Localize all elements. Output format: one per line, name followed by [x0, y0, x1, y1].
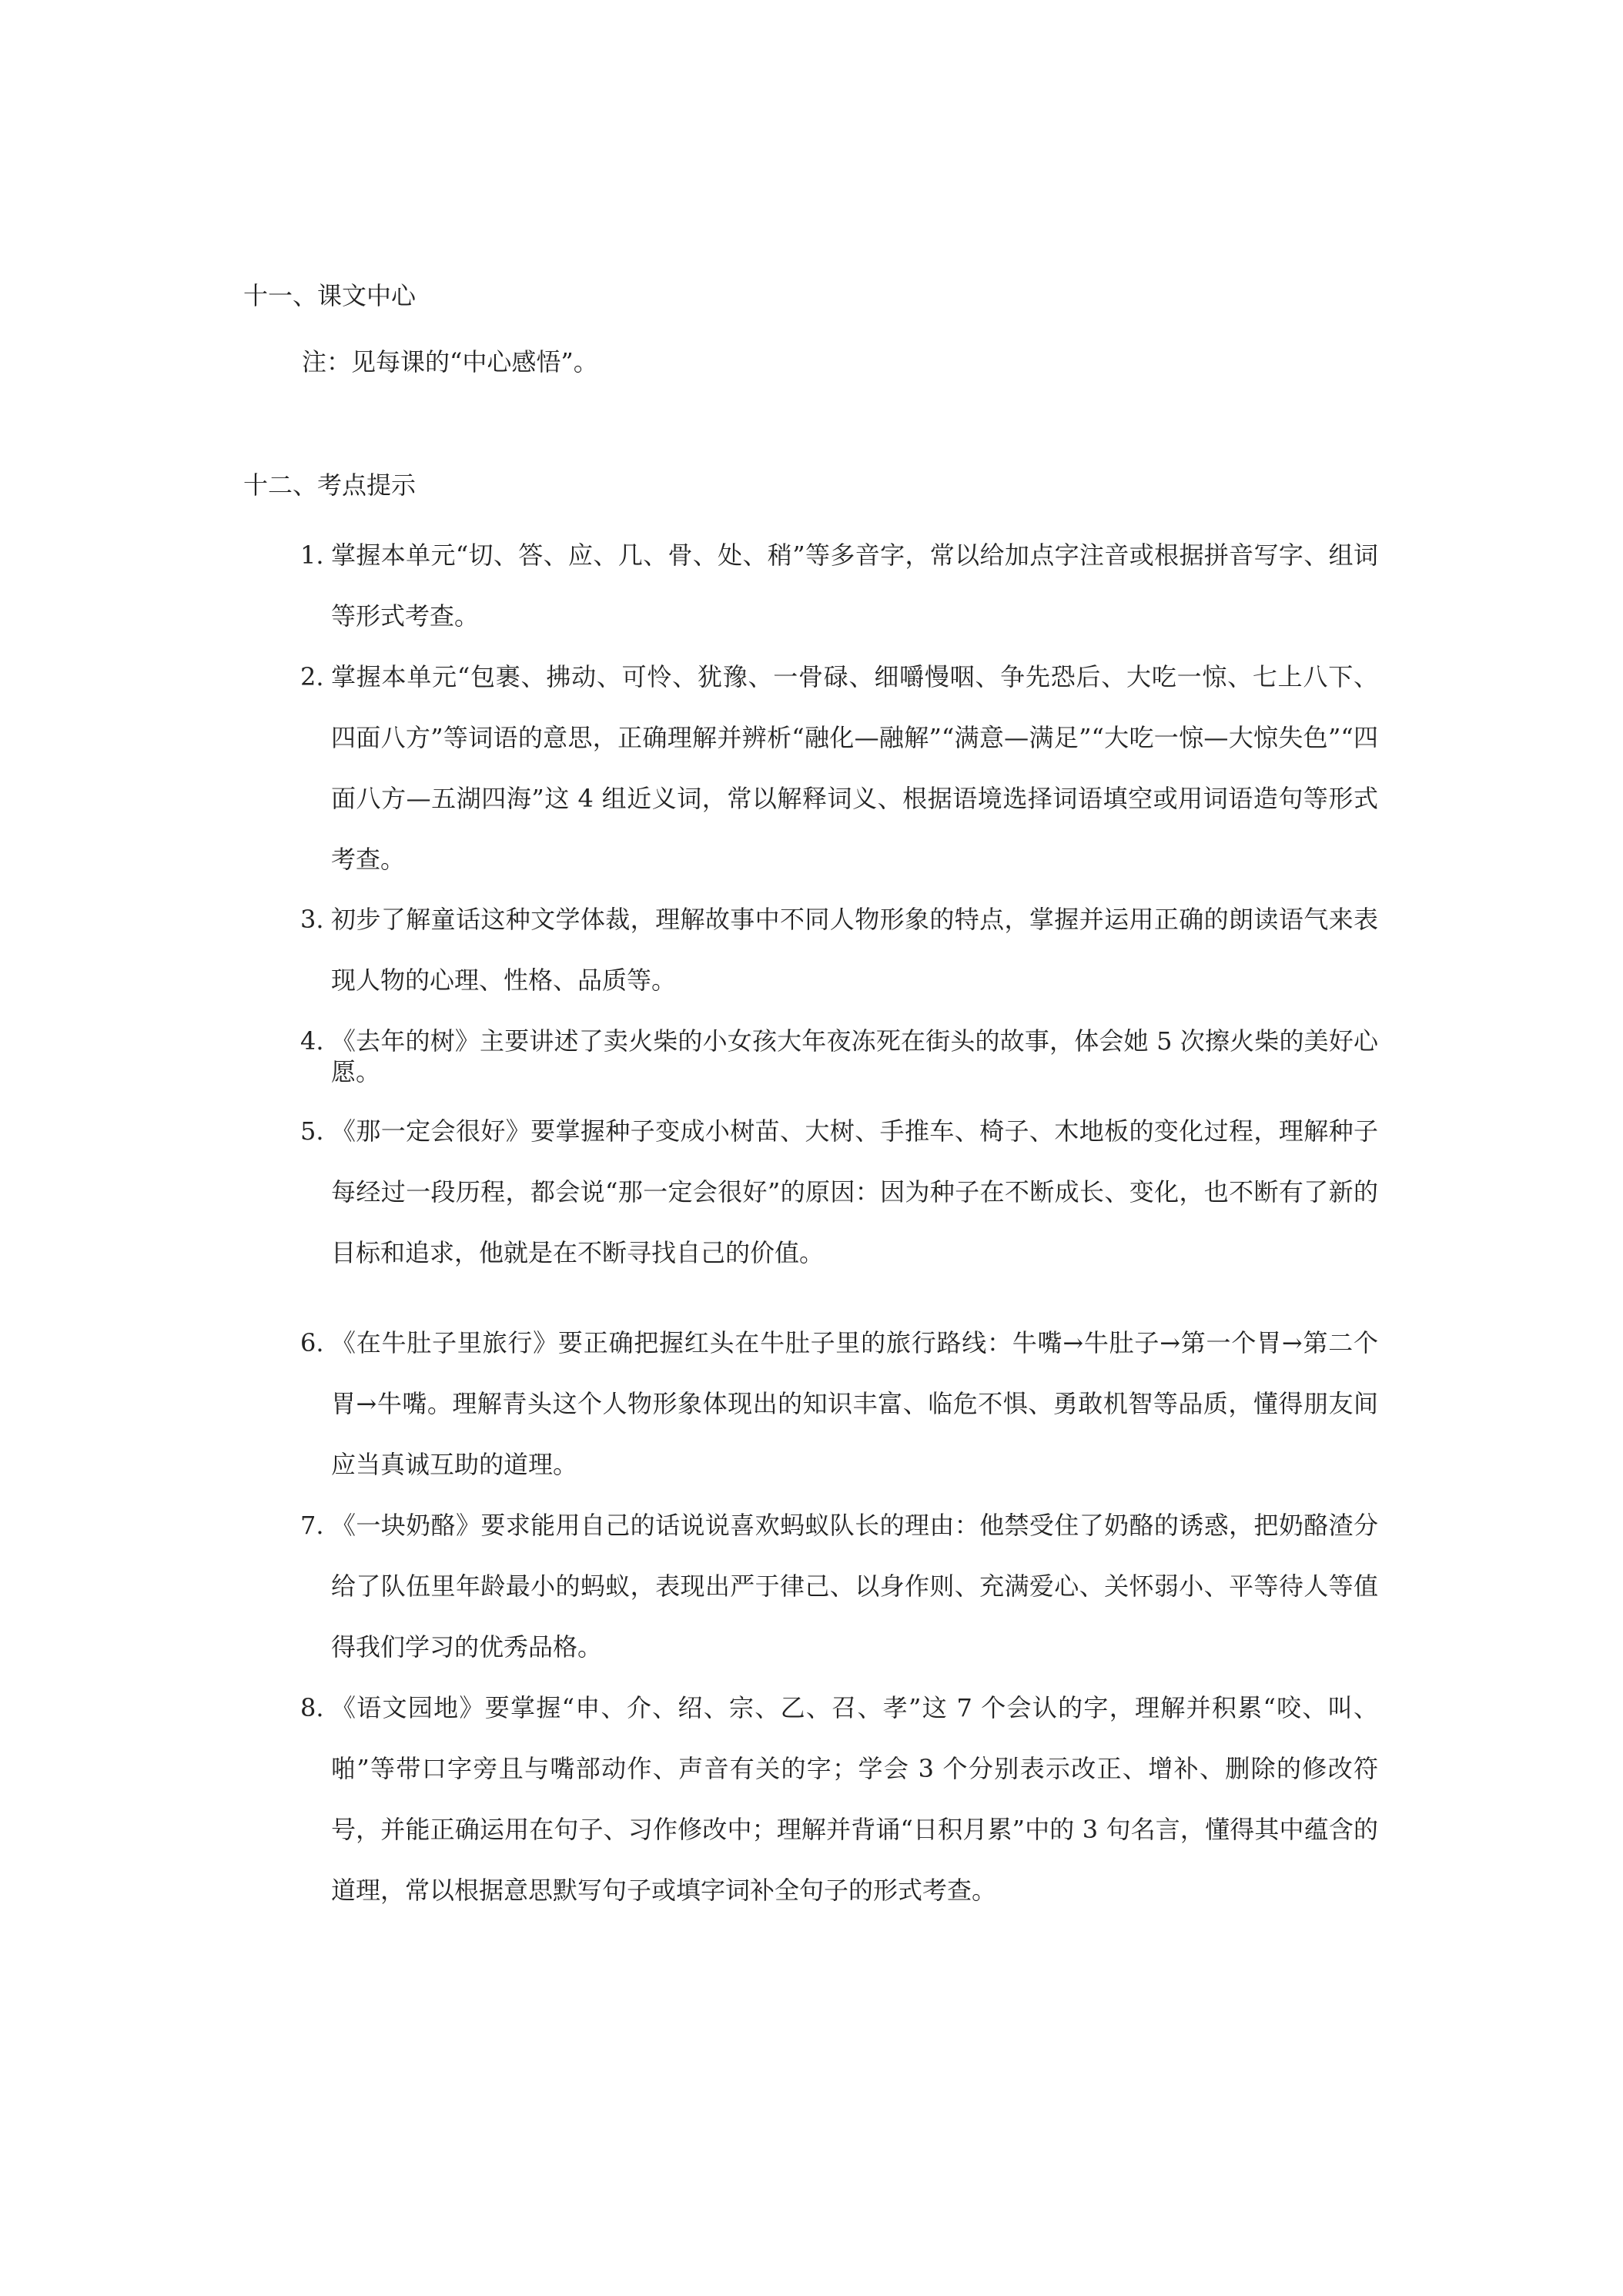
list-item-number: 4. [300, 1026, 324, 1056]
list-item-3 [300, 889, 1378, 1011]
list-item-text: 《那一定会很好》要掌握种子变成小树苗、大树、手推车、椅子、木地板的变化过程，理解种子每经过一段历程，都会说“那一定会很好”的原因：因为种子在不断成长、变化，也不断有了新的目标和追求，他就是在不断寻找自己的价值。 [331, 1116, 1378, 1267]
list-item-number: 3. [300, 905, 324, 934]
list-item-text: 《去年的树》主要讲述了卖火柴的小女孩大年夜冻死在街头的故事，体会她 5 次擦火柴的美好心愿。 [331, 1026, 1378, 1086]
list-item-number: 2. [300, 662, 324, 691]
list-item-text: 《语文园地》要掌握“申、介、绍、宗、乙、召、孝”这 7 个会认的字，理解并积累“咬、叫、啪”等带口字旁且与嘴部动作、声音有关的字；学会 3 个分别表示改正、增补、删除的修改符号，并能正确运用在句子、习作修改中；理解并背诵“日积月累”中的 3 句名言，懂得其中蕴含的道理，常以根据意思默写句子或填字词补全句子的形式考查。 [331, 1693, 1378, 1905]
list-item-number: 6. [300, 1328, 324, 1357]
list-item-5 [300, 1101, 1378, 1284]
list-item-text: 《一块奶酪》要求能用自己的话说说喜欢蚂蚁队长的理由：他禁受住了奶酪的诱惑，把奶酪渣分给了队伍里年龄最小的蚂蚁，表现出严于律己、以身作则、充满爱心、关怀弱小、平等待人等值得我们学习的优秀品格。 [331, 1511, 1378, 1662]
list-item-text: 《在牛肚子里旅行》要正确把握红头在牛肚子里的旅行路线：牛嘴→牛肚子→第一个胃→第二个胃→牛嘴。理解青头这个人物形象体现出的知识丰富、临危不惧、勇敢机智等品质，懂得朋友间应当真诚互助的道理。 [331, 1328, 1378, 1479]
list-item-number: 5. [300, 1116, 324, 1146]
list-item-number: 8. [300, 1693, 324, 1722]
list-item-6 [300, 1313, 1378, 1495]
list-item-8 [300, 1678, 1378, 1921]
list-item-4 [300, 1026, 1378, 1087]
list-item-1 [300, 525, 1378, 647]
section-11-note: 注：见每课的“中心感悟”。 [302, 347, 598, 377]
list-item-number: 1. [300, 541, 324, 570]
list-item-number: 7. [300, 1511, 324, 1540]
list-item-7 [300, 1495, 1378, 1678]
list-item-text: 掌握本单元“切、答、应、几、骨、处、稍”等多音字，常以给加点字注音或根据拼音写字、组词等形式考查。 [331, 541, 1378, 631]
section-12-heading: 十二、考点提示 [243, 470, 417, 500]
list-item-text: 掌握本单元“包裹、拂动、可怜、犹豫、一骨碌、细嚼慢咽、争先恐后、大吃一惊、七上八下、四面八方”等词语的意思，正确理解并辨析“融化—融解”“满意—满足”“大吃一惊—大惊失色”“四面八方—五湖四海”这 4 组近义词，常以解释词义、根据语境选择词语填空或用词语造句等形式考查。 [331, 662, 1378, 874]
list-item-text: 初步了解童话这种文学体裁，理解故事中不同人物形象的特点，掌握并运用正确的朗读语气来表现人物的心理、性格、品质等。 [331, 905, 1378, 995]
section-11-heading: 十一、课文中心 [243, 281, 417, 310]
list-item-2 [300, 647, 1378, 890]
